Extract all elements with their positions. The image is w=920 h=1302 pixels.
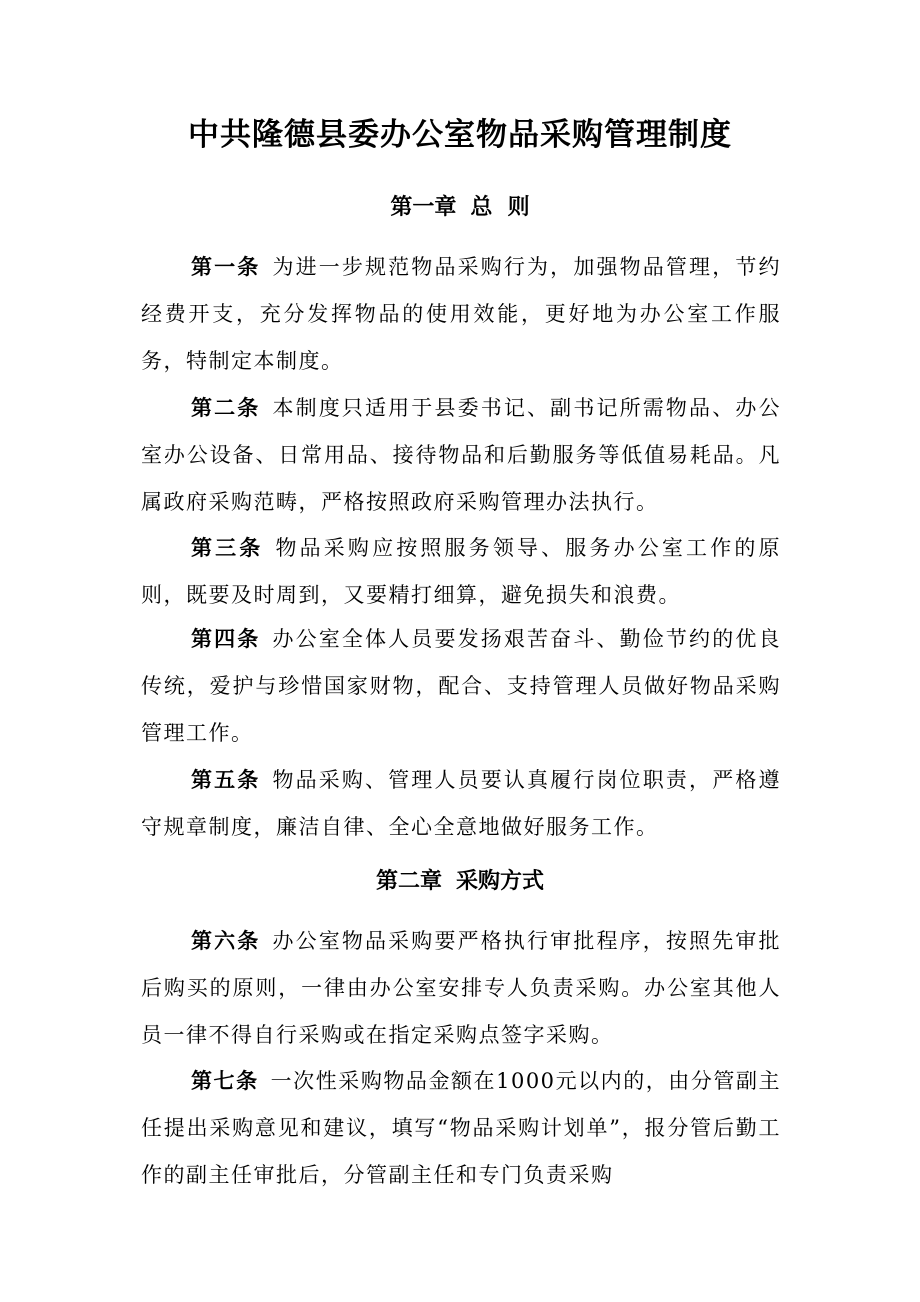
- article-text: 物品采购应按照服务领导、服务办公室工作的原则，既要及时周到，又要精打细算，避免损失和浪费。: [141, 536, 782, 607]
- article-paragraph: [141, 244, 781, 385]
- article-paragraph: [141, 616, 781, 757]
- chapter-number: 第二章: [375, 869, 442, 894]
- article-label: 第五条: [191, 768, 261, 792]
- article-label: 第七条: [191, 1069, 259, 1093]
- article-label: 第一条: [191, 255, 261, 279]
- article-text: 物品采购、管理人员要认真履行岗位职责，严格遵守规章制度，廉洁自律、全心全意地做好服务工作。: [141, 768, 781, 839]
- article-text: 办公室物品采购要严格执行审批程序，按照先审批后购买的原则，一律由办公室安排专人负责采购。办公室其他人员一律不得自行采购或在指定采购点签字采购。: [141, 929, 781, 1047]
- article-label: 第六条: [191, 929, 261, 953]
- article-text: 一次性采购物品金额在1000元以内的，由分管副主任提出采购意见和建议，填写“物品采购计划单”，报分管后勤工作的副主任审批后，分管副主任和专门负责采购: [141, 1069, 781, 1187]
- article-text: 办公室全体人员要发扬艰苦奋斗、勤俭节约的优良传统，爱护与珍惜国家财物，配合、支持管理人员做好物品采购管理工作。: [141, 627, 781, 745]
- chapter-heading: [0, 866, 920, 898]
- article-label: 第四条: [191, 627, 261, 651]
- article-paragraph: [141, 525, 781, 619]
- article-text: 本制度只适用于县委书记、副书记所需物品、办公室办公设备、日常用品、接待物品和后勤服务等低值易耗品。凡属政府采购范畴，严格按照政府采购管理办法执行。: [141, 396, 781, 514]
- article-paragraph: [141, 757, 781, 851]
- article-paragraph: [141, 918, 781, 1059]
- article-paragraph: [141, 385, 781, 526]
- document-title: 中共隆德县委办公室物品采购管理制度: [188, 117, 732, 153]
- chapter-number: 第一章: [390, 195, 457, 220]
- chapter-name: 总 则: [470, 195, 530, 220]
- article-label: 第二条: [191, 396, 261, 420]
- article-paragraph: [141, 1058, 781, 1199]
- chapter-name: 采购方式: [456, 869, 545, 894]
- chapter-heading: [0, 192, 920, 224]
- article-label: 第三条: [191, 536, 264, 560]
- article-text: 为进一步规范物品采购行为，加强物品管理，节约经费开支，充分发挥物品的使用效能，更好地为办公室工作服务，特制定本制度。: [141, 255, 781, 373]
